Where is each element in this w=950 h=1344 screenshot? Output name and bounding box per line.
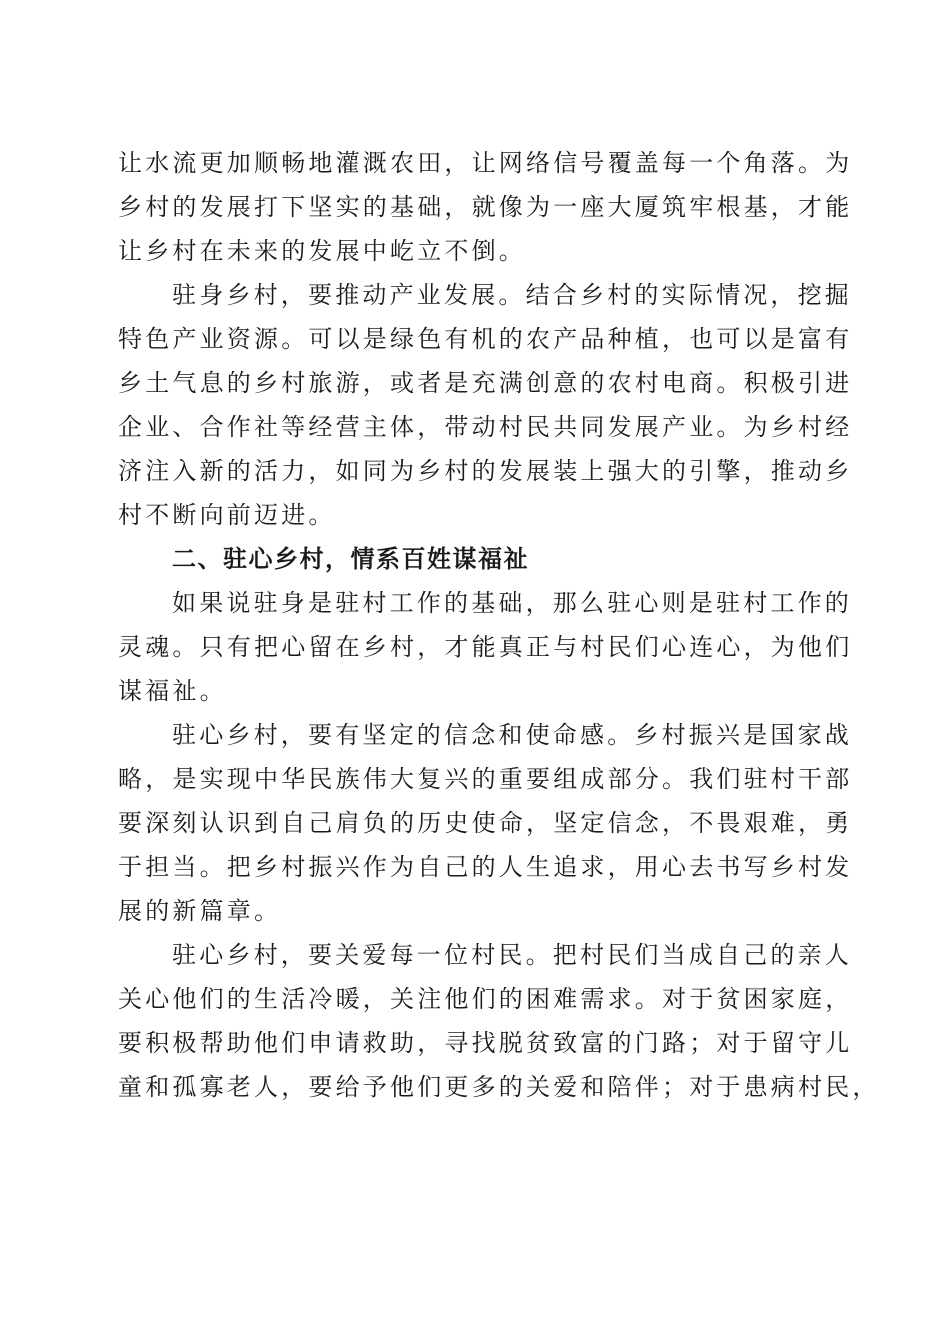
- text-line: 灵魂。只有把心留在乡村，才能真正与村民们心连心，为他们: [118, 633, 853, 661]
- text-line: 驻心乡村，要有坚定的信念和使命感。乡村振兴是国家战: [172, 721, 852, 749]
- text-line: 略，是实现中华民族伟大复兴的重要组成部分。我们驻村干部: [118, 765, 853, 793]
- section-heading-text: 二、驻心乡村，情系百姓谋福祉: [172, 545, 529, 573]
- text-line: 驻心乡村，要关爱每一位村民。把村民们当成自己的亲人: [172, 941, 852, 969]
- text-line: 谋福祉。: [118, 677, 227, 705]
- paragraph-3: [118, 581, 853, 713]
- text-line: 要积极帮助他们申请救助，寻找脱贫致富的门路；对于留守儿: [118, 1029, 853, 1057]
- paragraph-5: [118, 933, 880, 1109]
- text-line: 童和孤寡老人，要给予他们更多的关爱和陪伴；对于患病村民，: [118, 1073, 880, 1101]
- paragraph-4: [118, 713, 853, 933]
- text-line: 乡土气息的乡村旅游，或者是充满创意的农村电商。积极引进: [118, 369, 853, 397]
- text-line: 于担当。把乡村振兴作为自己的人生追求，用心去书写乡村发: [118, 853, 853, 881]
- paragraph-2: [118, 273, 853, 537]
- text-line: 乡村的发展打下坚实的基础，就像为一座大厦筑牢根基，才能: [118, 193, 853, 221]
- document-page: [118, 141, 880, 1109]
- text-line: 让乡村在未来的发展中屹立不倒。: [118, 237, 526, 265]
- text-line: 济注入新的活力，如同为乡村的发展装上强大的引擎，推动乡: [118, 457, 853, 485]
- text-line: 如果说驻身是驻村工作的基础，那么驻心则是驻村工作的: [172, 589, 852, 617]
- text-line: 驻身乡村，要推动产业发展。结合乡村的实际情况，挖掘: [172, 281, 852, 309]
- text-line: 展的新篇章。: [118, 897, 282, 925]
- text-line: 要深刻认识到自己肩负的历史使命，坚定信念，不畏艰难，勇: [118, 809, 853, 837]
- text-line: 让水流更加顺畅地灌溉农田，让网络信号覆盖每一个角落。为: [118, 149, 853, 177]
- text-line: 企业、合作社等经营主体，带动村民共同发展产业。为乡村经: [118, 413, 853, 441]
- text-line: 特色产业资源。可以是绿色有机的农产品种植，也可以是富有: [118, 325, 853, 353]
- text-line: 村不断向前迈进。: [118, 501, 336, 529]
- text-line: 关心他们的生活冷暖，关注他们的困难需求。对于贫困家庭，: [118, 985, 853, 1013]
- section-heading: [118, 537, 830, 581]
- paragraph-1: [118, 141, 853, 273]
